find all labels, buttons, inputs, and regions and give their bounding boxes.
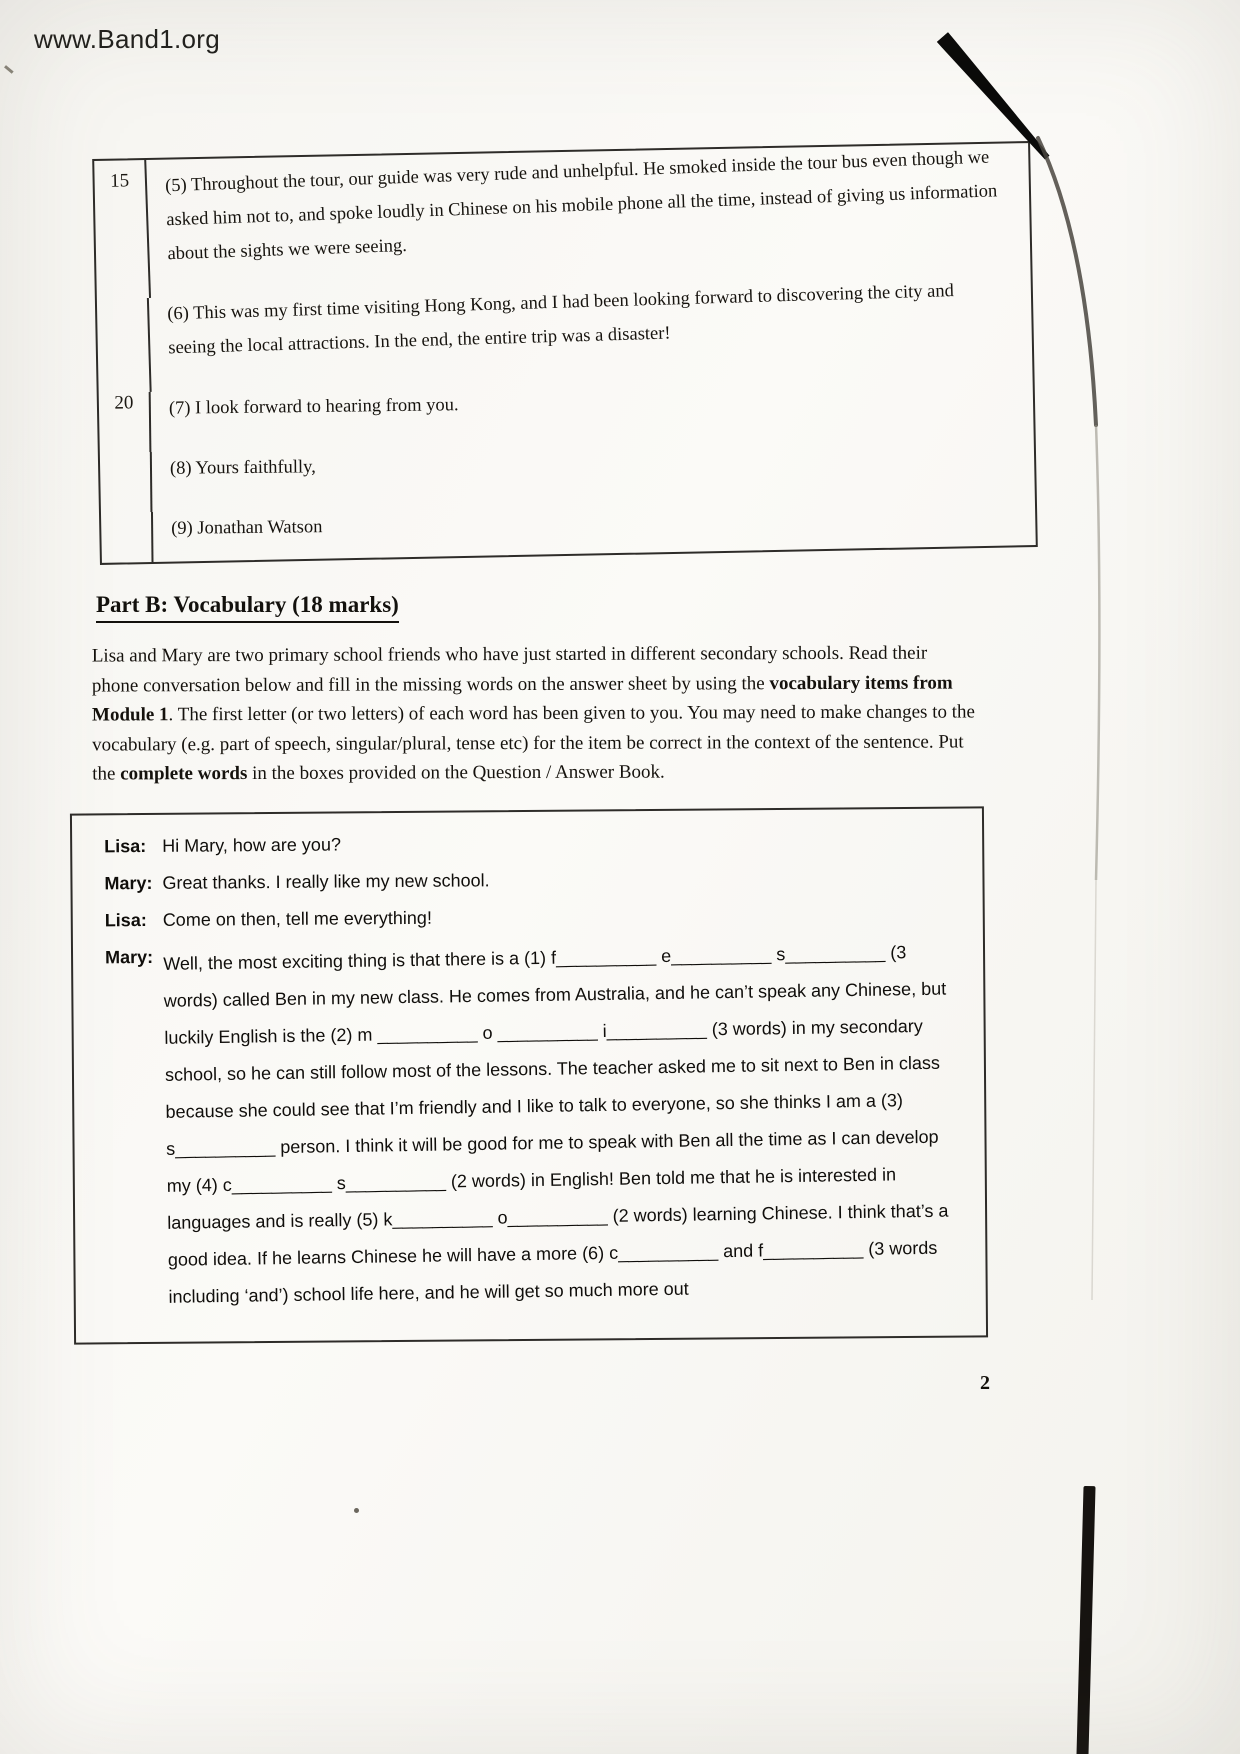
margin-line-number: 15 (109, 170, 130, 192)
letter-rows (94, 143, 1036, 563)
margin-line-number: 20 (114, 392, 134, 414)
letter-paragraph-text: (9) Jonathan Watson (151, 503, 1035, 562)
dialogue-box (70, 806, 988, 1344)
dialogue-text: Great thanks. I really like my new school. (162, 870, 490, 893)
dialogue-text: Come on then, tell me everything! (162, 907, 432, 930)
part-b-heading: Part B: Vocabulary (18 marks) (96, 592, 399, 623)
scan-dot-artifact (354, 1508, 359, 1513)
dialogue-line (104, 829, 956, 859)
instruction-bold-text: complete words (120, 763, 248, 785)
dialogue-rows (104, 829, 960, 1317)
dialogue-text: Hi Mary, how are you? (162, 834, 341, 856)
dialogue-line (105, 903, 957, 933)
dialogue-text: Well, the most exciting thing is that there is a (1) f__________ e__________ s__________ (3 words) called Ben in my new class. He comes from Australia, and he can’t speak any Chinese, but luckily English is the (2) m __________ o __________ i__________ (3 words) in my secondary school, so he can still follow most of the lessons. The teacher asked me to sit next to Ben in class because she could see that I’m friendly and I like to talk to everyone, so she thinks I am a (3) s__________ person. I think it will be good for me to speak with Ben all the time as I can develop my (4) c__________ s__________ (2 words) in English! Ben told me that he is interested in languages and is really (5) k__________ o__________ (2 words) learning Chinese. I think that’s a good idea. If he learns Chinese he will have a more (6) c__________ and f__________ (3 words including ‘and’) school life here, and he will get so much more out (163, 942, 949, 1307)
scan-edge-streak-artifact (1076, 1486, 1095, 1754)
scan-left-mark-artifact (4, 65, 13, 73)
margin-line-number (101, 512, 152, 563)
letter-paragraph-text: (6) This was my first time visiting Hong Kong, and I had been looking forward to discovering the city and seeing the local attractions. In the end, the entire trip was a disaster! (147, 272, 1033, 392)
letter-excerpt-box (92, 141, 1038, 565)
instruction-bold-text: vocabulary items from Module 1 (91, 672, 953, 726)
margin-line-number (97, 298, 149, 393)
dialogue-line (104, 866, 956, 896)
letter-paragraph-text: (5) Throughout the tour, our guide was very rude and unhelpful. He smoked inside the tour bus even though we asked him not to, and spoke loudly in Chinese on his mobile phone all the time, instead of giving us information about the sights we were seeing. (144, 129, 1032, 298)
letter-paragraph-row (97, 281, 1033, 393)
letter-paragraph-text: (7) I look forward to hearing from you. (149, 381, 1034, 452)
margin-line-number (100, 452, 151, 513)
instructions-paragraph (92, 638, 979, 789)
letter-paragraph-text: (8) Yours faithfully, (150, 443, 1035, 512)
dialogue-speaker: Lisa: (104, 909, 147, 931)
instruction-text: Lisa and Mary are two primary school friends who have just started in different secondary schools. Read their phone conversation below and fill in the missing words on the answer sheet by using the (91, 642, 928, 697)
instruction-text: . The first letter (or two letters) of each word has been given to you. You may need to make changes to the vocabulary (e.g. part of speech, singular/plural, tense etc) for the item be correct in the context of the sentence. Put the (92, 701, 975, 785)
dialogue-speaker: Mary: (104, 946, 154, 968)
dialogue-speaker: Mary: (104, 872, 153, 894)
dialogue-speaker: Lisa: (104, 835, 147, 857)
page-number: 2 (980, 1372, 990, 1394)
dialogue-line (105, 940, 960, 1317)
instruction-text: in the boxes provided on the Question / Answer Book. (247, 761, 665, 785)
site-watermark: www.Band1.org (34, 24, 221, 54)
